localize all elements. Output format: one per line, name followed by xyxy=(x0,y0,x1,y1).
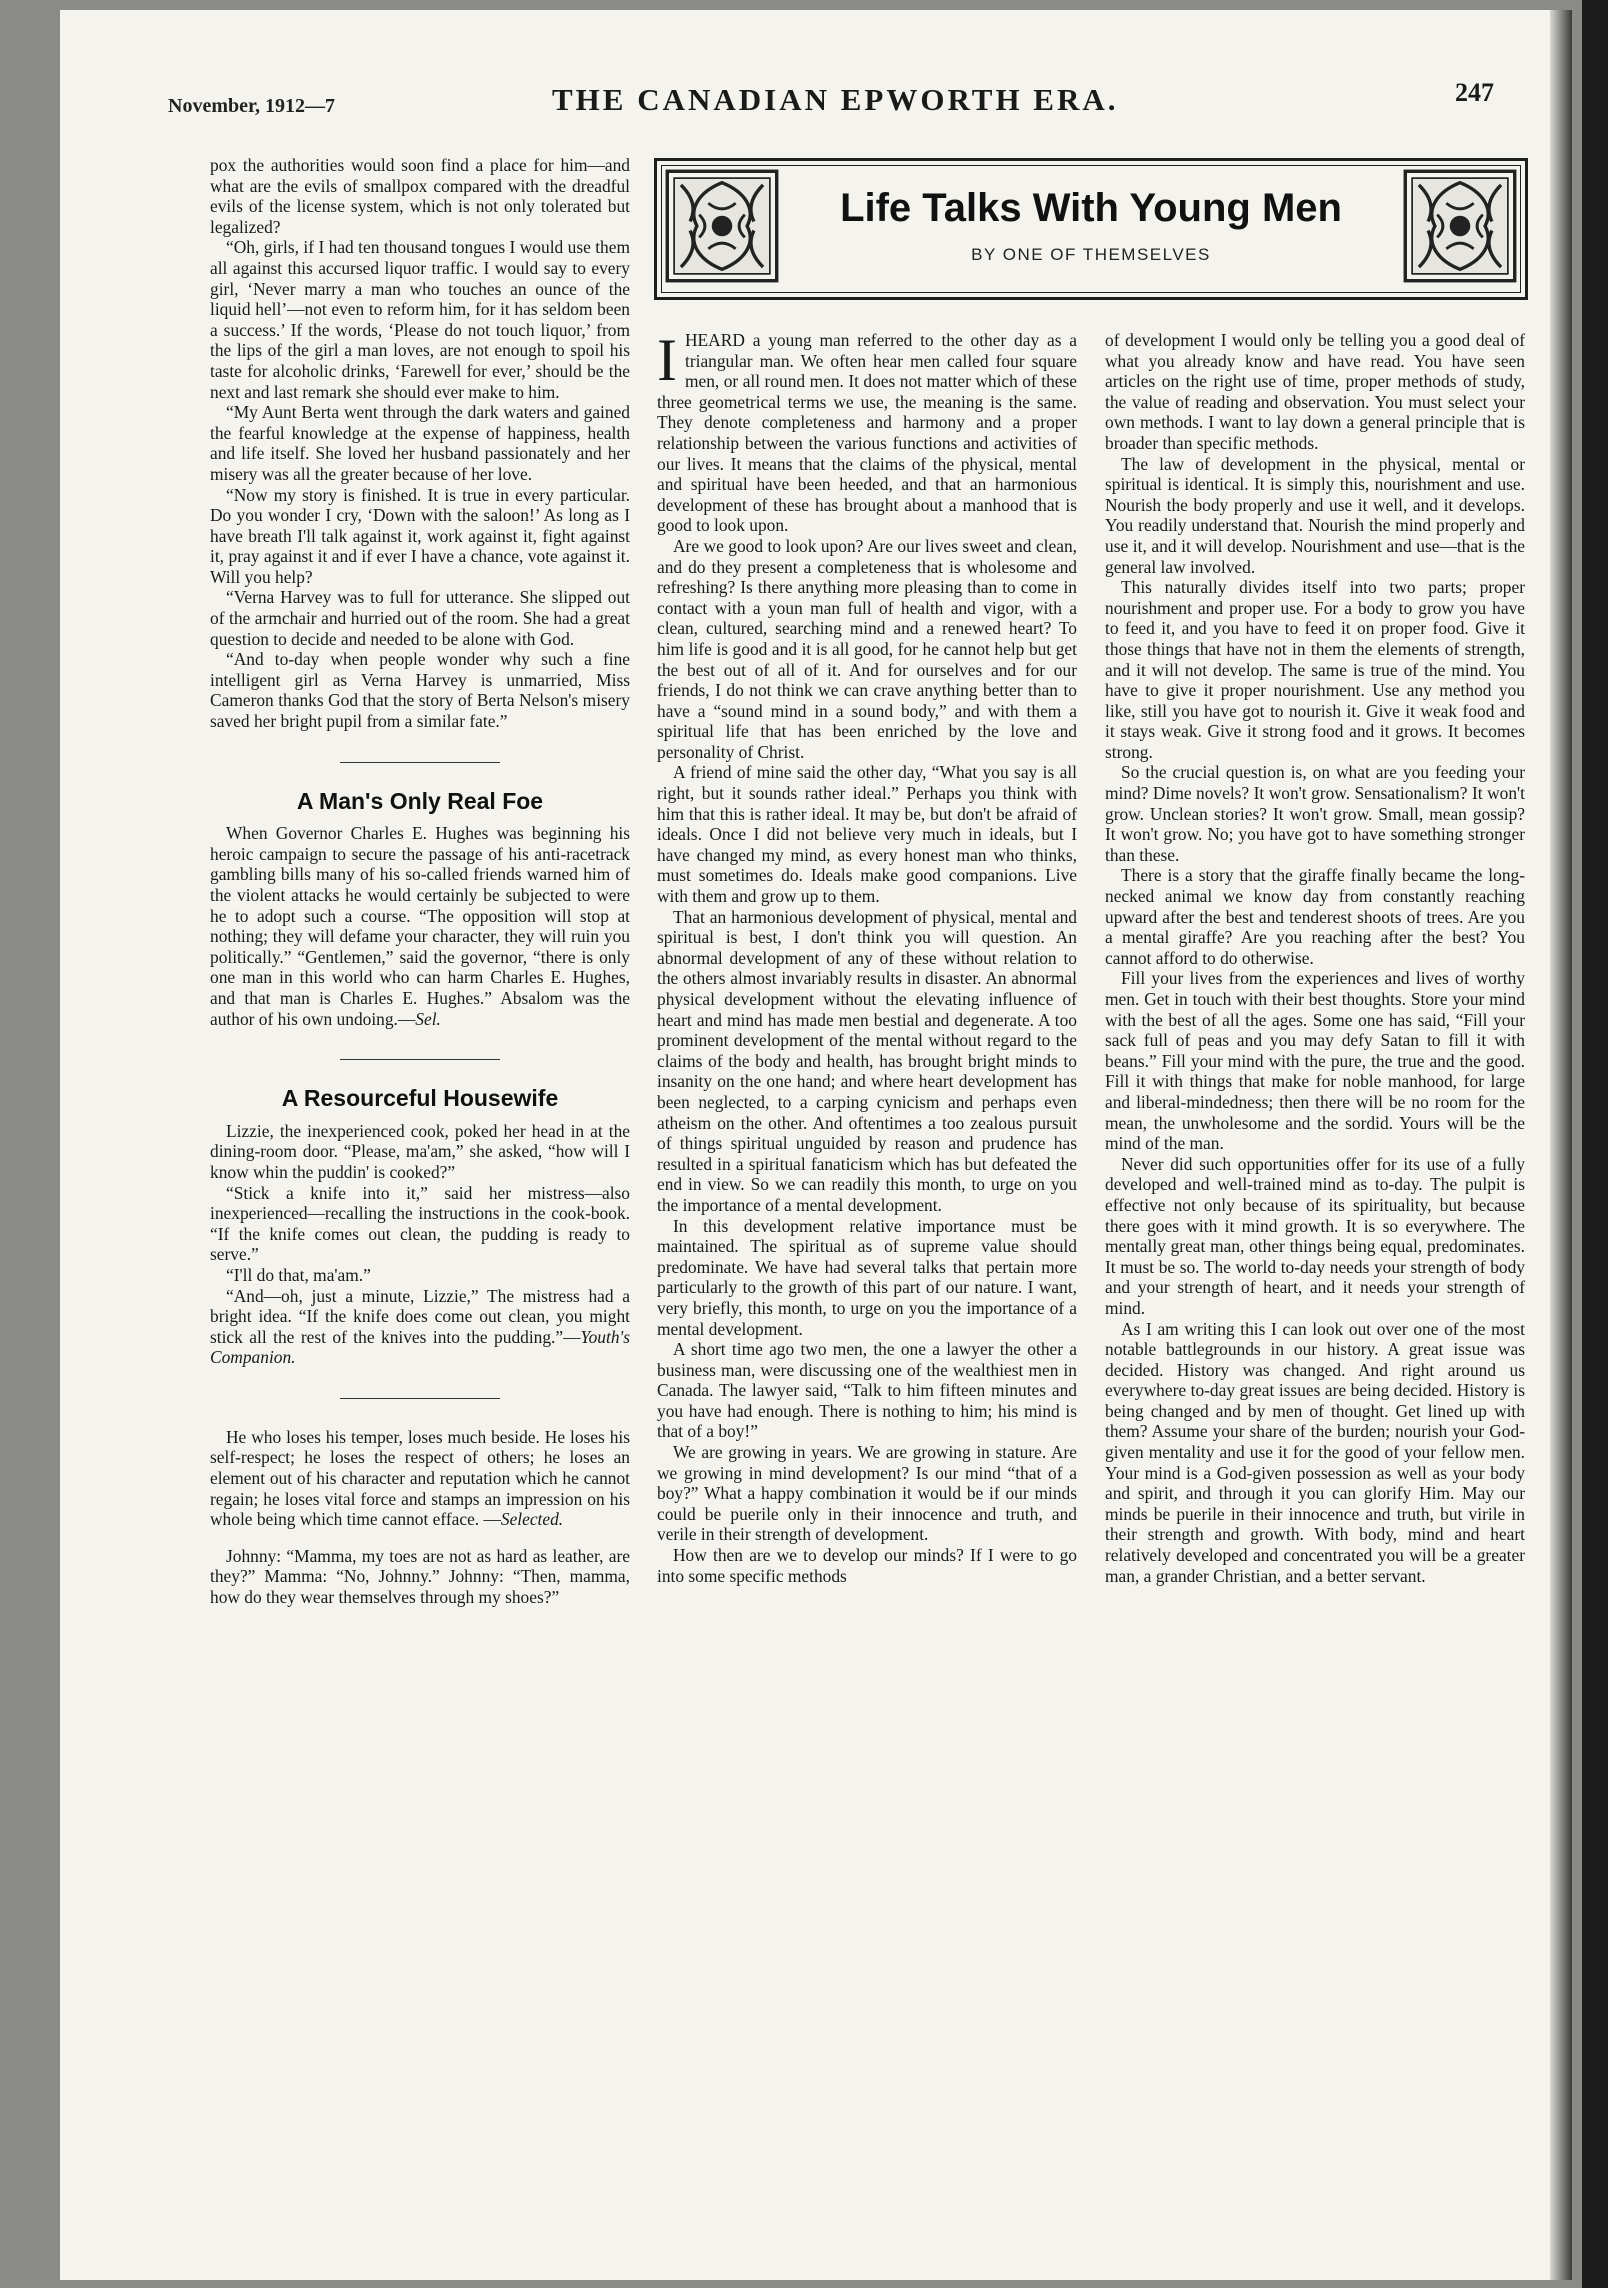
johnny-joke: Johnny: “Mamma, my toes are not as hard as leather, are they?” Mamma: “No, Johnny.” Johnny: “Then, mamma, how do they wear themselves through my shoes?” xyxy=(210,1545,630,1608)
binding-edge xyxy=(1582,0,1608,2288)
story-paragraph: “And to-day when people wonder why such a fine intelligent girl as Verna Harvey is unmarried, Miss Cameron thanks God that the story of Berta Nelson's misery saved her bright pupil from a similar fate.” xyxy=(210,649,630,732)
article-banner xyxy=(654,158,1528,300)
article-byline: BY ONE OF THEMSELVES xyxy=(971,245,1211,264)
temper-text: He who loses his temper, loses much beside. He loses his self-respect; he loses the respect of others; he loses an element out of his character and reputation which he cannot regain; he loses vital force and stamps an impression on his whole being which time cannot efface. — xyxy=(210,1426,630,1530)
magazine-title: THE CANADIAN EPWORTH ERA. xyxy=(552,82,1119,117)
article-paragraph: As I am writing this I can look out over one of the most notable battlegrounds in our history. A great issue was decided. History was changed. And right around us everywhere to-day great issues are being decided. History is being changed and by men of thought. Get lined up with them? Assume your share of the burden; nourish your God-given mentality and use it for the good of your fellow men. Your mind is a God-given possession as well as your body and spirit, and through it you can glorify Him. May our minds be puerile in their innocence and truth, but virile in their strength and growth. With body, mind and heart relatively developed and concentrated you will be a greater man, a grander Christian, and a better servant. xyxy=(1105,1318,1525,1586)
right-column xyxy=(1105,330,1525,1586)
article-paragraph: In this development relative importance must be maintained. The spiritual as of supreme value should predominate. We have had several talks that pertain more particularly to the growth of this part of our nature. I want, very briefly, this month, to urge on you the importance of a mental development. xyxy=(657,1215,1077,1339)
article-paragraph: That an harmonious development of physical, mental and spiritual is best, I don't think you will question. An abnormal development of any of these without relation to the others almost invariably results in disaster. An abnormal physical development without the elevating influence of heart and mind has made men bestial and degenerate. A too prominent development of the mental without regard to the claims of the body and health, has brought bright minds to insanity on the one hand; and where heart development has been neglected, to a carping cynicism and perhaps even atheism on the other. And oftentimes a too zealous pursuit of things spiritual unguided by reason and prudence has resulted in a spiritual fanaticism which has but defeated the end in view. So we can readily this month, to urge on you the importance of a mental development. xyxy=(657,906,1077,1215)
story-paragraph: “Now my story is finished. It is true in every particular. Do you wonder I cry, ‘Down with the saloon!’ As long as I have breath I'll talk against it, work against it, fight against it, pray against it and if ever I have a chance, vote against it. Will you help? xyxy=(210,484,630,587)
section-divider xyxy=(340,762,500,763)
foe-heading: A Man's Only Real Foe xyxy=(296,787,544,814)
article-paragraph: We are growing in years. We are growing in stature. Are we growing in mind development? Is our mind “that of a boy?” What a happy combination it would be if our minds could be puerile only in their innocence and truth, and verile in their strength of development. xyxy=(657,1442,1077,1545)
section-divider xyxy=(340,1059,500,1060)
foe-paragraph xyxy=(210,823,630,1029)
article-paragraph: Never did such opportunities offer for its use of a fully developed and well-trained mind as to-day. The pulpit is effective not only because of its spirituality, but because there goes with it mind growth. It is so everywhere. The mentally great man, other things being equal, predominates. It must be so. The world to-day needs your strength of body and your strength of heart, and it needs your strength of mind. xyxy=(1105,1153,1525,1318)
article-paragraph: How then are we to develop our minds? If I were to go into some specific methods xyxy=(657,1545,1077,1586)
housewife-paragraph xyxy=(210,1286,630,1368)
issue-date: November, 1912—7 xyxy=(168,95,336,117)
story-paragraph: pox the authorities would soon find a place for him—and what are the evils of smallpox compared with the dreadful evils of the license system, which is not only tolerated but legalized? xyxy=(210,155,630,237)
section-divider xyxy=(340,1398,500,1399)
left-column xyxy=(210,155,630,1608)
article-paragraph: There is a story that the giraffe finally became the long-necked animal we know day from constantly reaching upward after the best and tenderest shoots of trees. Are you a mental giraffe? Are you reaching after the best? You cannot afford to do otherwise. xyxy=(1105,865,1525,968)
article-paragraph: Fill your lives from the experiences and lives of worthy men. Get in touch with their best thoughts. Store your mind with the best of all the ages. Some one has said, “Fill your sack full of peas and you may defy Satan to fill it with beans.” Fill your mind with the pure, the true and the good. Fill it with things that make for noble manhood, for large and liberal-mindedness; then there will be no room for the mean, the unwholesome and the sordid. Yours will be the mind of the man. xyxy=(1105,968,1525,1154)
drop-cap: I xyxy=(657,327,677,393)
magazine-page xyxy=(60,10,1572,2280)
middle-column xyxy=(657,327,1077,1586)
article-paragraph: This naturally divides itself into two parts; proper nourishment and proper use. For a body to grow you have to feed it, and you have to feed it on proper food. Give it those things that have not in them the elements of strength, and it will not develop. The same is true of the mind. You have to give it proper nourishment. Use any method you like, still you have got to nourish it. Give it weak food and it stays weak. Give it strong food and it grows. It becomes strong. xyxy=(1105,577,1525,762)
opening-text: HEARD a young man referred to the other day as a triangular man. We often hear men called four square men, or all round men. It does not matter which of these three geometrical terms we use, the meaning is the same. They denote completeness and harmony and a proper relationship between the various functions and activities of our lives. It means that the claims of the physical, mental and spiritual have been heeded, and that an harmonious development of these has brought about a manhood that is good to look upon. xyxy=(657,330,1077,536)
article-title: Life Talks With Young Men xyxy=(840,186,1342,230)
foe-text: When Governor Charles E. Hughes was beginning his heroic campaign to secure the passage of his anti-racetrack gambling bills many of his so-called friends warned him of the violent attacks he would certainly be subjected to were he to adopt such a course. “The opposition will stop at nothing; they will defame your character, they will ruin you politically.” “Gentlemen,” said the governor, “there is only one man in this world who can harm Charles E. Hughes, and that man is Charles E. Hughes.” Absalom was the author of his own undoing.— xyxy=(210,823,630,1029)
article-paragraph: A short time ago two men, the one a lawyer the other a business man, were discussing one of the wealthiest men in Canada. The lawyer said, “Talk to him fifteen minutes and you have had enough. There is nothing to him; his mind is that of a boy!” xyxy=(657,1339,1077,1442)
housewife-paragraph: Lizzie, the inexperienced cook, poked her head in at the dining-room door. “Please, ma'am,” she asked, “how will I know whin the puddin' is cooked?” xyxy=(210,1120,630,1182)
housewife-paragraph: “I'll do that, ma'am.” xyxy=(226,1264,371,1285)
story-paragraph: “Verna Harvey was to full for utterance. She slipped out of the armchair and hurried out of the room. She had a great question to decide and needed to be alone with God. xyxy=(210,587,630,649)
article-paragraph: The law of development in the physical, mental or spiritual is identical. It is simply this, nourishment and use. Nourish the body properly and use it well, and it develops. You readily understand that. Nourish the mind properly and use it, and it will develop. Nourishment and use—that is the general law involved. xyxy=(1105,453,1525,577)
story-paragraph: “My Aunt Berta went through the dark waters and gained the fearful knowledge at the expense of happiness, health and life itself. She loved her husband passionately and her misery was all the greater because of her love. xyxy=(210,402,630,484)
article-paragraph: A friend of mine said the other day, “What you say is all right, but it sounds rather ideal.” Perhaps you think with him that this is rather ideal. It may be, but don't be afraid of ideals. Once I did not believe very much in ideals, but I have changed my mind, as every honest man who thinks, must sometimes do. Ideals make good companions. Live with them and grow up to them. xyxy=(657,762,1077,907)
temper-credit: Selected. xyxy=(500,1509,564,1530)
housewife-credit: Youth's Companion. xyxy=(210,1326,630,1368)
article-paragraph: Are we good to look upon? Are our lives sweet and clean, and do they present a completeness that is wholesome and refreshing? Is there anything more pleasing than to come in contact with a youn man full of health and vigor, with a clean, cultured, searching mind and a renewed heart? To him life is good and it is all good, for he cannot help but get the best out of all of it. And for ourselves and for our friends, I do not think we can crave anything better than to have a “sound mind in a sound body,” and with them a spiritual life that has been enriched by the love and personality of Christ. xyxy=(657,535,1077,762)
article-paragraph: of development I would only be telling you a good deal of what you already know and have read. You have seen articles on the right use of time, proper methods of study, the value of reading and observation. You must select your own methods. I want to lay down a general principle that is broader than specific methods. xyxy=(1105,330,1525,453)
story-paragraph: “Oh, girls, if I had ten thousand tongues I would use them all against this accursed liquor traffic. I would say to every girl, ‘Never marry a man who touches an ounce of the liquid hell’—not even to reform him, for it has seldom been a success.’ If the words, ‘Please do not touch liquor,’ from the lips of the girl a man loves, are not enough to spoil his taste for alcoholic drinks, ‘Farewell for ever,’ should be the next and last remark she should ever make to him. xyxy=(210,237,630,402)
ornament-right-icon xyxy=(1403,167,1517,285)
housewife-text: “And—oh, just a minute, Lizzie,” The mistress had a bright idea. “If the knife does come out clean, you might stick all the rest of the knives into the pudding.”— xyxy=(210,1285,630,1347)
foe-credit: Sel. xyxy=(415,1008,441,1029)
page-number: 247 xyxy=(1455,78,1494,107)
housewife-paragraph: “Stick a knife into it,” said her mistress—also inexperienced—recalling the instructions in the cook-book. “If the knife comes out clean, the pudding is ready to serve.” xyxy=(210,1182,630,1265)
temper-paragraph xyxy=(210,1427,630,1530)
article-paragraph: So the crucial question is, on what are you feeding your mind? Dime novels? It won't grow. Sensationalism? It won't grow. Unclean stories? It won't grow. Small, mean gossip? It won't grow. No; you have got to have something stronger than these. xyxy=(1105,762,1525,865)
article-opening xyxy=(657,327,1077,536)
housewife-heading: A Resourceful Housewife xyxy=(281,1085,559,1112)
